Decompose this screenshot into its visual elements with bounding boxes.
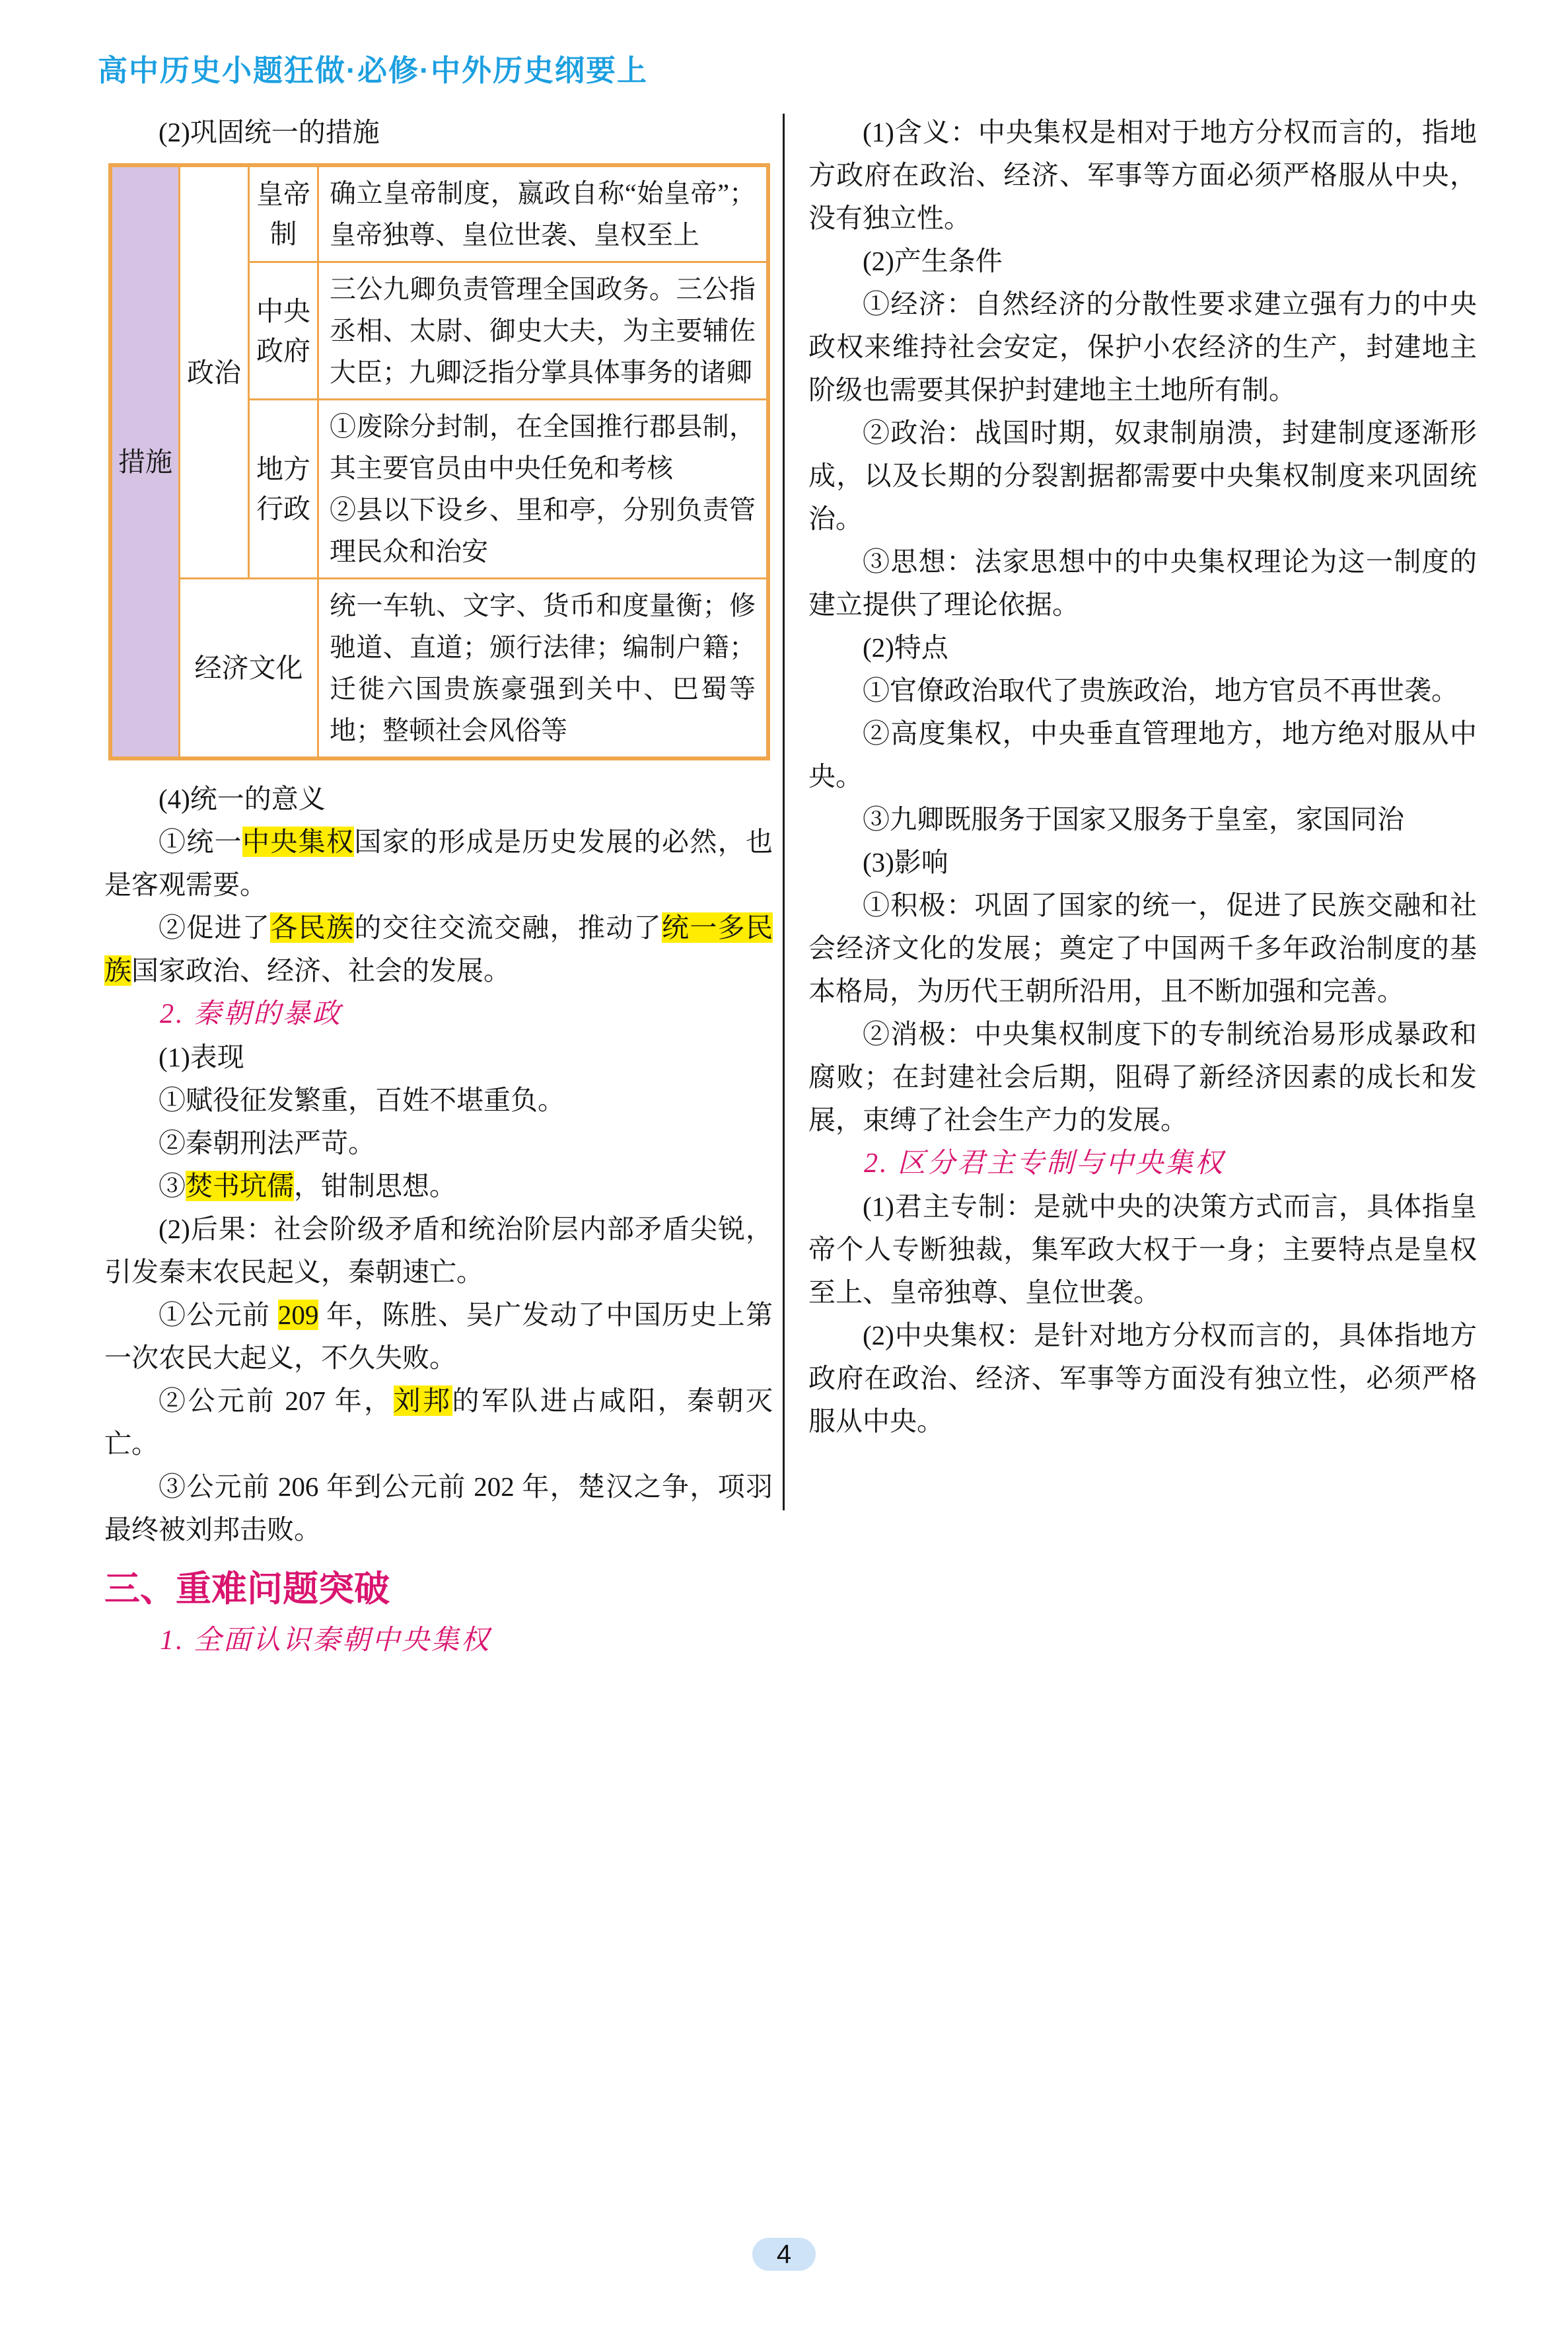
paragraph-manifestation-1: ①赋役征发繁重，百姓不堪重负。 [159, 1085, 565, 1115]
paragraph-influence-negative: ②消极：中央集权制度下的专制统治易形成暴政和腐败；在封建社会后期，阻碍了新经济因素的成长和发展，束缚了社会生产力的发展。 [808, 1019, 1477, 1135]
text-segment: ②促进了 [159, 912, 271, 943]
local-administration-point-2: ②县以下设乡、里和亭，分别负责管理民众和治安 [330, 495, 756, 566]
highlighted-term: 各民族 [270, 912, 355, 943]
measures-table [108, 163, 770, 760]
text-segment: 年，陈胜、吴广发动了中国历史上第一次农民大起义，不久失败。 [104, 1300, 773, 1373]
table-content-economy-culture: 统一车轨、文字、货币和度量衡；修驰道、直道；颁行法律；编制户籍；迁徙六国贵族豪强到关中、巴蜀等地；整顿社会风俗等 [318, 579, 769, 759]
paragraph-condition-thought: ③思想：法家思想中的中央集权理论为这一制度的建立提供了理论依据。 [808, 546, 1477, 620]
table-sub-emperor-system: 皇帝制 [249, 165, 318, 262]
text-segment: 的交往交流交融，推动了 [354, 912, 662, 943]
paragraph-uprising-2 [104, 1380, 773, 1465]
paragraph-uprising-3: ③公元前 206 年到公元前 202 年，楚汉之争，项羽最终被刘邦击败。 [104, 1471, 773, 1545]
paragraph-definition: (1)含义：中央集权是相对于地方分权而言的，指地方政府在政治、经济、军事等方面必须严格服从中央，没有独立性。 [808, 117, 1477, 233]
highlighted-term: 中央集权 [242, 827, 355, 857]
highlighted-term: 209 [277, 1300, 319, 1330]
paragraph-features-title: (2)特点 [863, 632, 948, 663]
subsection-heading-centralization: 1. 全面认识秦朝中央集权 [160, 1625, 491, 1656]
text-segment: ①公元前 [159, 1300, 278, 1330]
paragraph-manifestation-title: (1)表现 [159, 1042, 244, 1072]
text-segment: ②公元前 207 年， [159, 1385, 394, 1416]
text-segment: 国家政治、经济、社会的发展。 [131, 955, 511, 986]
text-segment: ③ [159, 1171, 186, 1201]
left-column [104, 111, 773, 1662]
table-sub-central-government: 中央政府 [249, 262, 318, 400]
table-group-political: 政治 [180, 165, 249, 579]
table-sub-local-administration: 地方行政 [249, 400, 318, 579]
text-segment: 的军队进占咸阳，秦朝灭亡。 [104, 1385, 773, 1459]
right-column [808, 111, 1477, 1443]
paragraph-condition-economy: ①经济：自然经济的分散性要求建立强有力的中央政权来维持社会安定，保护小农经济的生产，封建地主阶级也需要其保护封建地主土地所有制。 [808, 289, 1477, 405]
paragraph-influence-title: (3)影响 [863, 847, 948, 877]
paragraph-feature-1: ①官僚政治取代了贵族政治，地方官员不再世袭。 [863, 675, 1458, 706]
paragraph-condition-politics: ②政治：战国时期，奴隶制崩溃，封建制度逐渐形成，以及长期的分裂割据都需要中央集权制度来巩固统治。 [808, 418, 1477, 534]
paragraph-meaning-2 [104, 906, 773, 992]
paragraph-meaning-1 [104, 821, 773, 906]
paragraph-centralization: (2)中央集权：是针对地方分权而言的，具体指地方政府在政治、经济、军事等方面没有独立性，必须严格服从中央。 [808, 1320, 1477, 1436]
paragraph-feature-2: ②高度集权，中央垂直管理地方，地方绝对服从中央。 [808, 718, 1477, 792]
highlighted-term: 刘邦 [393, 1385, 452, 1416]
paragraph-manifestation-3 [104, 1165, 773, 1208]
section-subheading: (2)巩固统一的措施 [159, 117, 380, 147]
paragraph-monarchy: (1)君主专制：是就中央的决策方式而言，具体指皇帝个人专断独裁，集军政大权于一身；主要特点是皇权至上、皇帝独尊、皇位世袭。 [808, 1191, 1477, 1308]
paragraph-uprising-1 [104, 1294, 773, 1380]
table-content-central-government: 三公九卿负责管理全国政务。三公指丞相、太尉、御史大夫，为主要辅佐大臣；九卿泛指分掌具体事务的诸卿 [318, 262, 769, 400]
table-content-local-administration [318, 400, 769, 579]
subsection-heading-tyranny: 2. 秦朝的暴政 [160, 999, 343, 1029]
column-divider [783, 114, 785, 1510]
highlighted-term: 焚书坑儒 [186, 1171, 294, 1201]
page-number: 4 [776, 2239, 792, 2269]
subsection-heading-distinguish: 2. 区分君主专制与中央集权 [864, 1148, 1225, 1179]
paragraph-influence-positive: ①积极：巩固了国家的统一，促进了民族交融和社会经济文化的发展；奠定了中国两千多年政治制度的基本格局，为历代王朝所沿用，且不断加强和完善。 [808, 890, 1477, 1006]
section-heading-breakthrough: 三、重难问题突破 [104, 1569, 390, 1609]
text-segment: 国家的形成是历史发展的必然，也是客观需要。 [104, 827, 773, 900]
text-segment: ，钳制思想。 [294, 1171, 456, 1201]
table-row-header-measures: 措施 [110, 165, 180, 758]
paragraph-feature-3: ③九卿既服务于国家又服务于皇室，家国同治 [863, 804, 1404, 834]
highlighted-term: 统一多民族 [104, 912, 773, 986]
paragraph-result: (2)后果：社会阶级矛盾和统治阶层内部矛盾尖锐，引发秦末农民起义，秦朝速亡。 [104, 1214, 773, 1287]
paragraph-meaning-title: (4)统一的意义 [159, 784, 326, 814]
text-segment: ①统一 [159, 827, 242, 857]
paragraph-conditions-title: (2)产生条件 [863, 246, 1003, 276]
table-content-emperor-system: 确立皇帝制度，嬴政自称“始皇帝”；皇帝独尊、皇位世袭、皇权至上 [318, 165, 769, 262]
paragraph-manifestation-2: ②秦朝刑法严苛。 [159, 1128, 375, 1158]
local-administration-point-1: ①废除分封制，在全国推行郡县制，其主要官员由中央任免和考核 [330, 412, 756, 483]
page-number-badge [752, 2238, 816, 2271]
table-group-economy-culture: 经济文化 [180, 579, 318, 759]
page-header-title: 高中历史小题狂做·必修·中外历史纲要上 [98, 54, 648, 87]
